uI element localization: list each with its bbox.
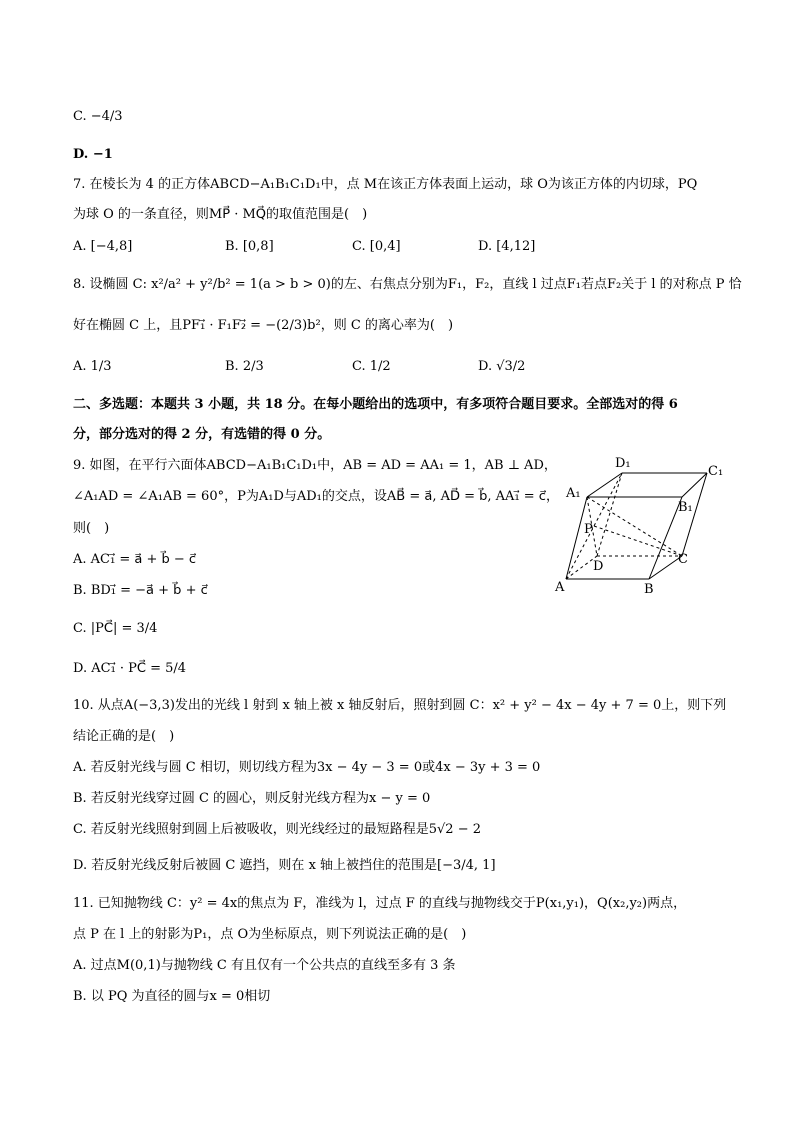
q7-option-d: D. [4,12] xyxy=(478,239,536,254)
q7-stem-line1: 7. 在棱长为 4 的正方体ABCD−A₁B₁C₁D₁中，点 M在该正方体表面上运动，球 O为该正方体的内切球，PQ xyxy=(73,177,698,192)
q10-stem-line2: 结论正确的是( ) xyxy=(73,729,175,744)
label-d1: D₁ xyxy=(615,456,631,471)
edge-a-a1 xyxy=(566,497,587,579)
label-b1: B₁ xyxy=(678,500,693,515)
q9-stem-line3: 则( ) xyxy=(73,521,110,536)
q7-stem-line2: 为球 O 的一条直径，则MP⃗ · MQ⃗的取值范围是( ) xyxy=(73,207,368,222)
diag-a1-c xyxy=(587,497,682,556)
label-d: D xyxy=(593,559,604,574)
parallelepiped-figure xyxy=(552,453,732,603)
q10-option-a: A. 若反射光线与圆 C 相切，则切线方程为3x − 4y − 3 = 0或4x − 3y + 3 = 0 xyxy=(73,760,541,775)
edge-a1-d1 xyxy=(587,473,622,497)
q8-option-d: D. √3/2 xyxy=(478,359,526,374)
q8-option-c: C. 1/2 xyxy=(352,359,391,374)
label-a: A xyxy=(555,580,565,595)
section2-heading-line2: 分，部分选对的得 2 分，有选错的得 0 分。 xyxy=(73,427,331,442)
prev-option-d: D. −1 xyxy=(73,147,113,162)
q11-stem-line2: 点 P 在 l 上的射影为P₁，点 O为坐标原点，则下列说法正确的是( ) xyxy=(73,927,467,942)
q11-stem-line1: 11. 已知抛物线 C：y² = 4x的焦点为 F，准线为 l，过点 F 的直线与抛物线交于P(x₁,y₁)，Q(x₂,y₂)两点， xyxy=(73,896,687,911)
label-c: C xyxy=(678,552,688,567)
q9-option-b: B. BD₁⃗ = −a⃗ + b⃗ + c⃗ xyxy=(73,583,208,598)
q9-stem-line1: 9. 如图，在平行六面体ABCD−A₁B₁C₁D₁中，AB = AD = AA₁ = 1，AB ⊥ AD， xyxy=(73,458,557,473)
q8-stem-line2: 好在椭圆 C 上，且PF₁⃗ · F₁F₂⃗ = −(2/3)b²，则 C 的离心率为( ) xyxy=(73,318,454,333)
section2-heading-line1: 二、多选题：本题共 3 小题，共 18 分。在每小题给出的选项中，有多项符合题目要求。全部选对的得 6 xyxy=(73,397,678,412)
q8-option-a: A. 1/3 xyxy=(73,359,112,374)
q9-option-d: D. AC₁⃗ · PC⃗ = 5/4 xyxy=(73,661,187,676)
q9-stem-line2: ∠A₁AD = ∠A₁AB = 60°，P为A₁D与AD₁的交点，设AB⃗ = a⃗, AD⃗ = b⃗, AA₁⃗ = c⃗， xyxy=(73,489,559,504)
q10-option-c: C. 若反射光线照射到圆上后被吸收，则光线经过的最短路程是5√2 − 2 xyxy=(73,822,482,837)
q10-stem-line1: 10. 从点A(−3,3)发出的光线 l 射到 x 轴上被 x 轴反射后，照射到圆 C：x² + y² − 4x − 4y + 7 = 0上，则下列 xyxy=(73,698,727,713)
prev-option-c: C. −4/3 xyxy=(73,109,123,124)
label-p: P xyxy=(584,522,593,537)
q8-stem-line1: 8. 设椭圆 C: x²/a² + y²/b² = 1(a > b > 0)的左、右焦点分别为F₁，F₂，直线 l 过点F₁若点F₂关于 l 的对称点 P 恰 xyxy=(73,277,742,292)
parallelepiped-svg xyxy=(552,453,732,603)
q9-option-c: C. |PC⃗| = 3/4 xyxy=(73,621,158,636)
q11-option-a: A. 过点M(0,1)与抛物线 C 有且仅有一个公共点的直线至多有 3 条 xyxy=(73,958,456,973)
q10-option-d: D. 若反射光线反射后被圆 C 遮挡，则在 x 轴上被挡住的范围是[−3/4, 1] xyxy=(73,858,496,873)
q10-option-b: B. 若反射光线穿过圆 C 的圆心，则反射光线方程为x − y = 0 xyxy=(73,791,431,806)
q9-option-a: A. AC₁⃗ = a⃗ + b⃗ − c⃗ xyxy=(73,552,197,567)
q7-option-a: A. [−4,8] xyxy=(73,239,133,254)
q7-option-c: C. [0,4] xyxy=(352,239,401,254)
edge-d-d1 xyxy=(597,473,622,556)
q11-option-b: B. 以 PQ 为直径的圆与x = 0相切 xyxy=(73,989,271,1004)
label-b: B xyxy=(644,582,654,597)
label-a1: A₁ xyxy=(566,486,581,501)
label-c1: C₁ xyxy=(708,464,724,479)
q8-option-b: B. 2/3 xyxy=(225,359,264,374)
q7-option-b: B. [0,8] xyxy=(225,239,274,254)
